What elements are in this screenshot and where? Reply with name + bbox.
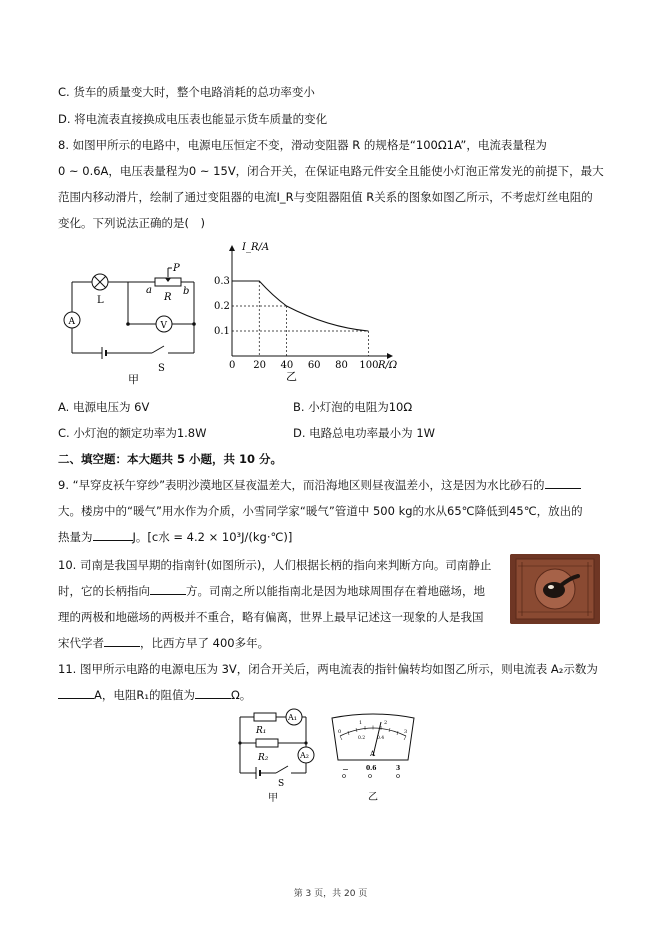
q11-blank-2[interactable] bbox=[195, 687, 231, 699]
scale-3: 3 bbox=[404, 729, 408, 735]
inner-scale-02: 0.2 bbox=[358, 736, 366, 741]
q9-text-3b: J。[c水 = 4.2 × 10³J/(kg·℃)] bbox=[132, 530, 293, 544]
q10-blank-2[interactable] bbox=[104, 635, 140, 647]
q9-text-1: 9. “早穿皮袄午穿纱”表明沙漠地区昼夜温差大，而沿海地区则昼夜温差小，这是因为水比砂石的 bbox=[58, 478, 545, 492]
question-10-line1: 10. 司南是我国早期的指南针(如图所示)，人们根据长柄的指向来判断方向。司南静止 bbox=[58, 558, 492, 572]
question-8-line2: 0 ~ 0.6A，电压表量程为0 ~ 15V，闭合开关，在保证电路元件安全且能使小灯泡正常发光的前提下，最大 bbox=[58, 164, 604, 178]
q9-text-3a: 热量为 bbox=[58, 530, 93, 544]
q10-text-4a: 宋代学者 bbox=[58, 636, 104, 650]
meter-unit: A bbox=[370, 750, 376, 758]
x-axis-label: R/Ω bbox=[378, 360, 398, 371]
y-tick-label: 0.3 bbox=[214, 276, 230, 287]
terminal-minus: − bbox=[342, 765, 349, 774]
caption-yi: 乙 bbox=[286, 370, 297, 383]
q10-text-4b: ，比西方早了 400多年。 bbox=[140, 636, 270, 650]
ammeter-label: A bbox=[68, 317, 75, 327]
q11-blank-1[interactable] bbox=[58, 687, 94, 699]
x-tick-label: 0 bbox=[229, 360, 236, 371]
q10-blank-1[interactable] bbox=[150, 583, 186, 595]
q11-text-2a: A，电阻R₁的阻值为 bbox=[94, 688, 195, 702]
fig11-ammeter-dial bbox=[328, 712, 418, 802]
option-a-q8: A. 电源电压为 6V bbox=[58, 400, 150, 414]
question-11-line1: 11. 图甲所示电路的电源电压为 3V，闭合开关后，两电流表的指针偏转均如图乙所示，则电流表 A₂示数为 bbox=[58, 662, 598, 676]
label-S-11: S bbox=[278, 779, 285, 789]
label-P: P bbox=[173, 263, 180, 274]
scale-0: 0 bbox=[338, 729, 342, 735]
label-R2: R₂ bbox=[258, 753, 269, 763]
page-footer: 第 3 页，共 20 页 bbox=[293, 889, 368, 899]
question-10-line2 bbox=[58, 583, 485, 599]
q9-blank-2[interactable] bbox=[93, 529, 133, 541]
label-L: L bbox=[97, 295, 104, 306]
inner-scale-04: 0.4 bbox=[377, 736, 385, 741]
x-tick-label: 60 bbox=[307, 360, 321, 371]
voltmeter-label: V bbox=[160, 321, 167, 331]
question-9-line2: 大。楼房中的“暖气”用水作为介质，小雪同学家“暖气”管道中 500 kg的水从65℃降低到45℃，放出的 bbox=[58, 504, 583, 518]
option-d-q8: D. 电路总电功率最小为 1W bbox=[293, 426, 436, 440]
scale-1: 1 bbox=[359, 720, 363, 726]
label-S: S bbox=[158, 363, 165, 374]
label-R1: R₁ bbox=[256, 726, 267, 736]
section-2-heading: 二、填空题：本大题共 5 小题，共 10 分。 bbox=[58, 452, 283, 466]
caption-jia: 甲 bbox=[128, 373, 139, 386]
terminal-3: 3 bbox=[396, 765, 401, 772]
option-c-q7: C. 货车的质量变大时，整个电路消耗的总功率变小 bbox=[58, 85, 315, 99]
caption-jia-11: 甲 bbox=[268, 793, 278, 804]
fig11-circuit bbox=[228, 705, 328, 805]
option-d-q7: D. 将电流表直接换成电压表也能显示货车质量的变化 bbox=[58, 112, 328, 126]
y-tick-label: 0.2 bbox=[214, 301, 230, 312]
question-10-line3: 理的两极和地磁场的两极并不重合，略有偏离，世界上最早记述这一现象的人是我国 bbox=[58, 610, 484, 624]
fig8-graph bbox=[210, 238, 410, 388]
sinan-compass-photo bbox=[510, 554, 600, 624]
x-tick-label: 20 bbox=[253, 360, 267, 371]
x-tick-label: 80 bbox=[335, 360, 348, 371]
q11-text-2b: Ω。 bbox=[230, 688, 252, 702]
label-a: a bbox=[146, 285, 152, 296]
question-8-line1: 8. 如图甲所示的电路中，电源电压恒定不变，滑动变阻器 R 的规格是“100Ω1A”，电流表量程为 bbox=[58, 138, 547, 152]
caption-yi-11: 乙 bbox=[368, 792, 378, 802]
x-tick-label: 40 bbox=[280, 360, 294, 371]
option-b-q8: B. 小灯泡的电阻为10Ω bbox=[293, 400, 413, 414]
ammeter-A1-label: A₁ bbox=[288, 713, 297, 722]
x-tick-label: 100 bbox=[359, 360, 379, 371]
question-9-line3 bbox=[58, 529, 292, 545]
ammeter-A2-label: A₂ bbox=[300, 751, 309, 760]
q9-blank-1[interactable] bbox=[545, 477, 581, 489]
question-8-line3: 范围内移动滑片，绘制了通过变阻器的电流I_R与变阻器阻值 R关系的图象如图乙所示，不考虑灯丝电阻的 bbox=[58, 190, 593, 204]
label-R: R bbox=[164, 292, 172, 303]
fig8-circuit bbox=[60, 250, 210, 390]
q10-text-2a: 时，它的长柄指向 bbox=[58, 584, 150, 598]
y-axis-label: I_R/A bbox=[242, 242, 270, 253]
question-9-line1 bbox=[58, 477, 581, 493]
label-b: b bbox=[183, 286, 190, 297]
y-tick-label: 0.1 bbox=[214, 326, 230, 337]
question-11-line2 bbox=[58, 687, 251, 703]
option-c-q8: C. 小灯泡的额定功率为1.8W bbox=[58, 426, 207, 440]
q10-text-2b: 方。司南之所以能指南北是因为地球周围存在着地磁场，地 bbox=[186, 584, 485, 598]
scale-2: 2 bbox=[384, 720, 388, 726]
question-8-line4: 变化。下列说法正确的是( ) bbox=[58, 216, 205, 230]
question-10-line4 bbox=[58, 635, 269, 651]
terminal-06: 0.6 bbox=[366, 765, 377, 772]
